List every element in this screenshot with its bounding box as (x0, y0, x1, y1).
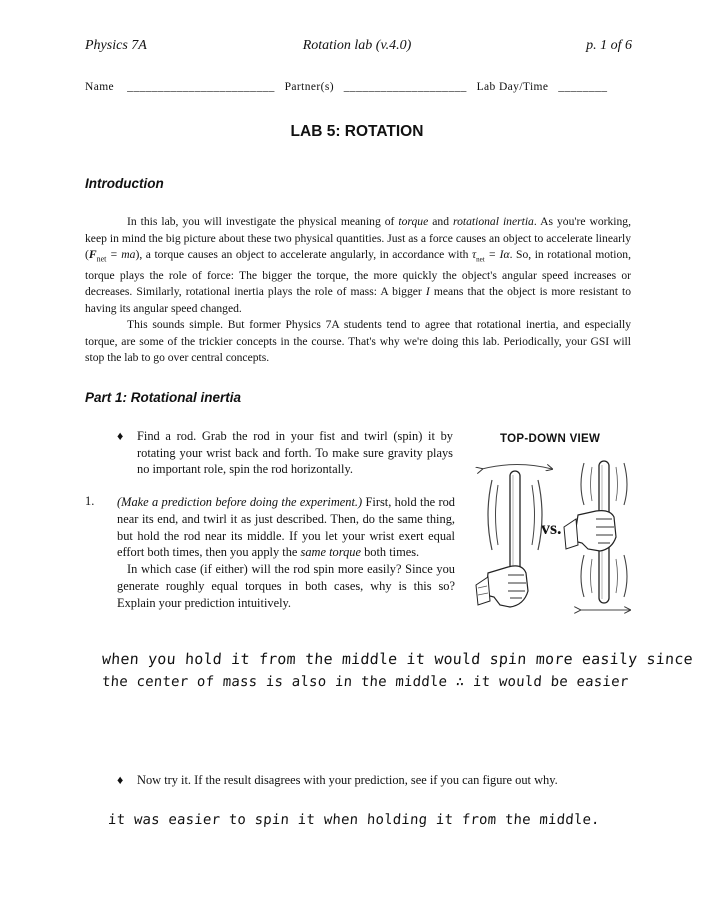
header-course: Physics 7A (85, 38, 147, 53)
header-page-number: p. 1 of 6 (586, 38, 632, 53)
header-lab-version: Rotation lab (v.4.0) (302, 38, 412, 53)
prediction-instruction: (Make a prediction before doing the experiment.) (117, 495, 363, 509)
introduction-paragraph-2: This sounds simple. But former Physics 7A students tend to agree that rotational inertia, and especially torque, are some of the trickier concepts in the course. That's why we're doing this lab. Periodically, your GSI will stop the lab to go over central concepts. (85, 318, 631, 365)
bullet-try-it: Now try it. If the result disagrees with your prediction, see if you can figure out why. (137, 773, 558, 787)
handwritten-answer-line-1[interactable]: when you hold it from the middle it would spin more easily since (101, 650, 694, 668)
step-1-text: (Make a prediction before doing the experiment.) First, hold the rod near its end, and twirl it as just described. Then, do the same thing, but hold the rod near its middle. If you let your wrist exert equal effort both times, then you apply the same torque both times. In which case (if either) will the rod spin more easily? Since you generate roughly equal torques in both cases, why is this so? Explain your prediction intuitively. (117, 495, 456, 610)
handwritten-answer-2[interactable]: it was easier to spin it when holding it from the middle. (107, 812, 601, 828)
part1-heading: Part 1: Rotational inertia (85, 390, 242, 405)
partner-label: Partner(s) (284, 81, 334, 93)
step-number: 1. (85, 494, 95, 508)
step-1-question: In which case (if either) will the rod spin more easily? Since you generate roughly equal torques in both cases, why is this so? Explain your prediction intuitively. (117, 562, 455, 610)
figure-vs-label: vs. (541, 518, 562, 538)
bullet-icon: ♦ (117, 773, 124, 787)
page-title: LAB 5: ROTATION (290, 123, 424, 140)
partner-blank[interactable]: ____________________ (343, 81, 467, 93)
symbol-I: I (425, 285, 430, 299)
equation-force: F (88, 248, 97, 261)
introduction-heading: Introduction (85, 176, 164, 191)
term-rotational-inertia: rotational inertia (453, 215, 534, 228)
name-row (85, 81, 635, 93)
bullet-find-rod: Find a rod. Grab the rod in your fist and twirl (spin) it by rotating your wrist back and forth. To make sure gravity plays no important role, spin the rod horizontally. (137, 429, 453, 476)
term-torque: torque (398, 215, 429, 228)
introduction-body (85, 214, 631, 367)
rod-held-at-middle-illustration (564, 461, 630, 610)
bullet-icon: ♦ (117, 429, 124, 443)
name-blank[interactable]: ________________________ (127, 81, 275, 93)
lab-day-time-blank[interactable]: ________ (558, 81, 608, 93)
name-label: Name (85, 81, 115, 93)
introduction-paragraph-1: In this lab, you will investigate the physical meaning of torque and rotational inertia. As you're working, keep in mind the big picture about these two physical quantities. Just as a force causes an object to accelerate linearly $(F_{net} = ma)$, a torque causes an object to accelerate angularly, in accordance with $\tau_{net} = I\alpha$. So, in rotational motion, torque plays the role of force: The bigger the torque, the more quickly the object's angular speed increases or decreases. Similarly, rotational inertia plays the role of mass: A bigger I means that the object is more resistant to having its angular speed changed. (85, 215, 631, 315)
equation-torque: τ (472, 248, 477, 261)
rod-figure (470, 455, 640, 620)
lab-day-time-label: Lab Day/Time (476, 81, 549, 93)
term-same-torque: same torque (300, 545, 361, 560)
figure-title: TOP-DOWN VIEW (500, 433, 601, 445)
rod-held-at-end-illustration (476, 465, 552, 608)
handwritten-answer-line-2[interactable]: the center of mass is also in the middle ∴ it would be easier (101, 674, 629, 690)
